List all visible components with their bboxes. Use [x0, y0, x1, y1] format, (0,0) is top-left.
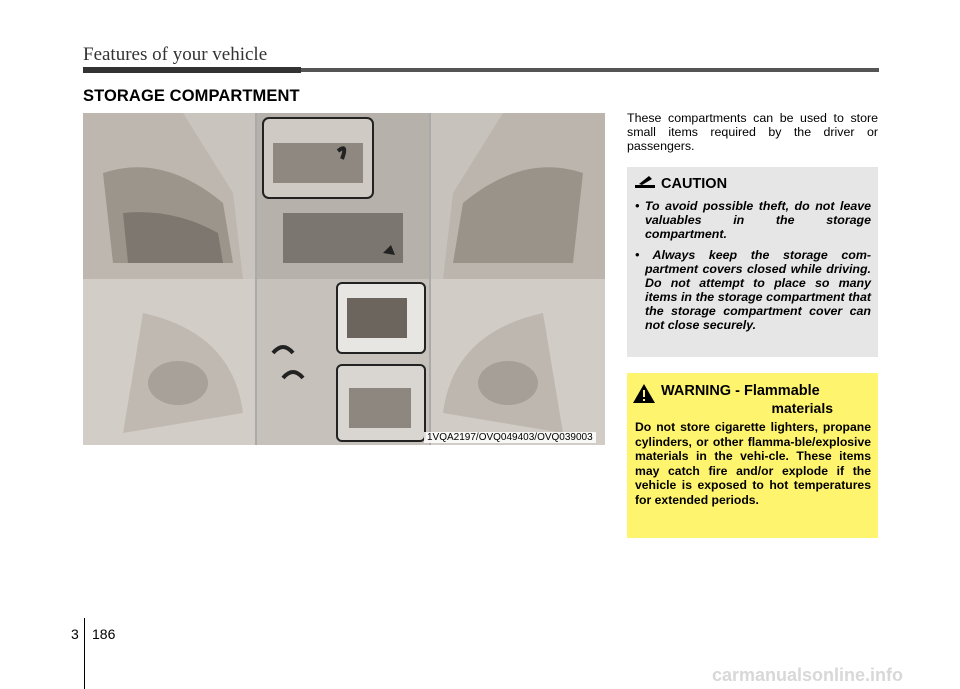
intro-paragraph: These compartments can be used to store small items required by the driver or passengers. [627, 111, 878, 153]
caution-heading [635, 176, 727, 192]
section-number: 3 [71, 626, 79, 642]
caution-item: • To avoid possible theft, do not leave valuables in the storage compartment. [635, 199, 872, 241]
warning-text: Do not store cigarette lighters, propane cylinders, or other flamma-ble/explosive materials in the vehi-cle. These items may catch fire and/or explode if the vehicle is exposed to hot temperatures for extended periods. [635, 420, 871, 507]
photo-caption: 1VQA2197/OVQ049403/OVQ039003 [424, 432, 596, 443]
caution-pen-icon [635, 176, 655, 192]
warning-box [627, 373, 878, 538]
storage-photos-illustration [83, 113, 605, 445]
caution-item: • Always keep the storage com-partment covers closed while driving. Do not attempt to place so many items in the storage compartment that the storage compartment cover can not close securely. [635, 248, 871, 332]
warning-title-line: WARNING - Flammable [661, 383, 820, 399]
page-header-title: Features of your vehicle [83, 44, 268, 65]
watermark: carmanualsonline.info [712, 665, 904, 685]
page-number [71, 626, 115, 642]
caution-box [627, 167, 878, 357]
caution-title: CAUTION [661, 176, 728, 192]
warning-subtitle: materials [771, 400, 833, 416]
storage-photos [83, 113, 605, 445]
section-title: STORAGE COMPARTMENT [83, 87, 300, 105]
header-rule-accent [83, 67, 301, 73]
caution-list [635, 199, 871, 339]
page-number-value: 186 [92, 626, 116, 642]
